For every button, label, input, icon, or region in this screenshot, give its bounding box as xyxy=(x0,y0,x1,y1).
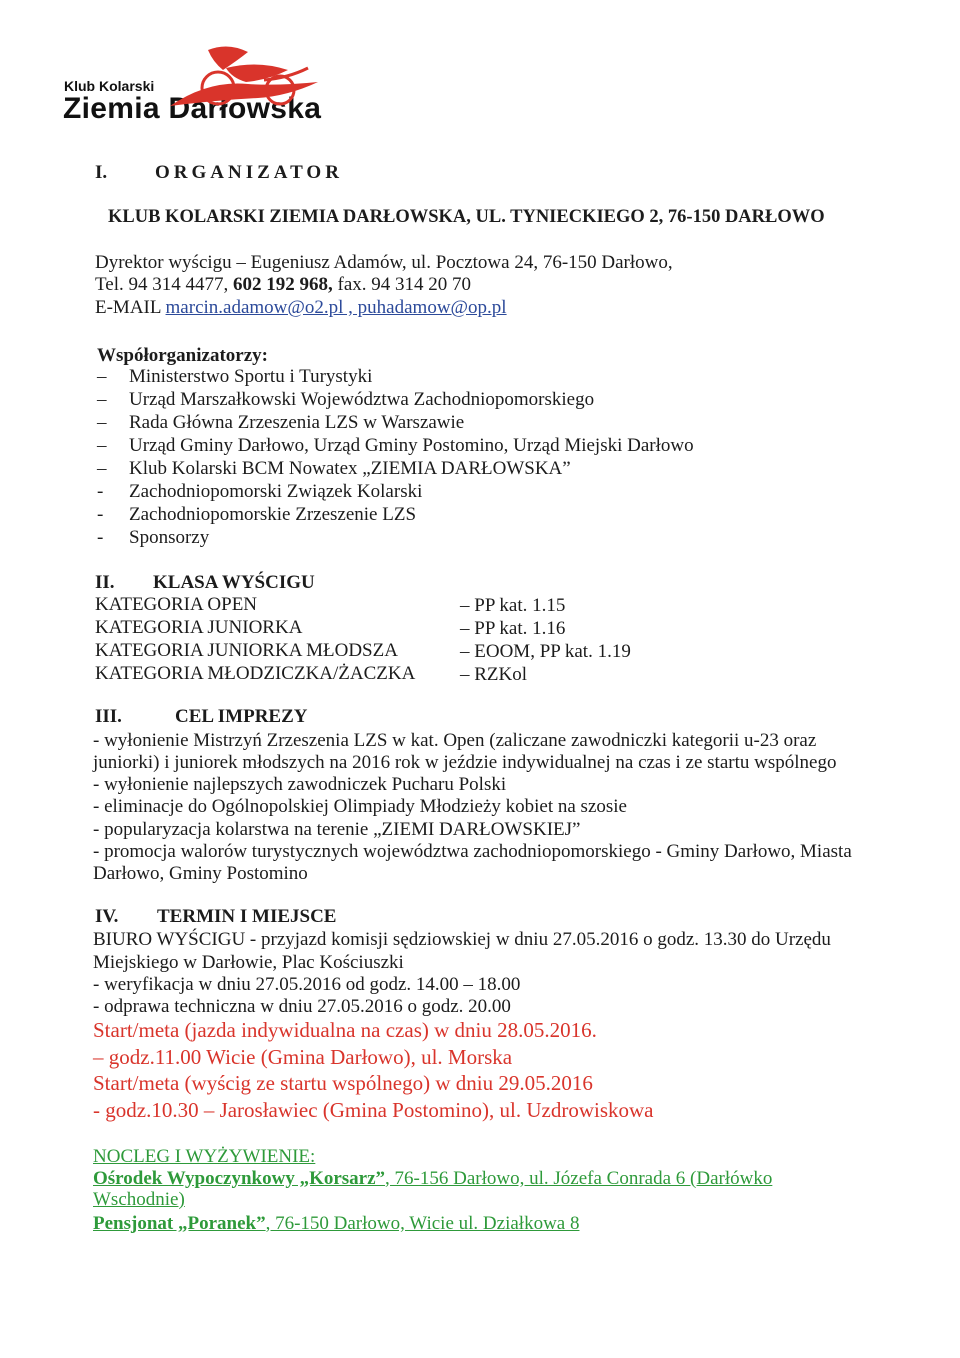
email-line xyxy=(95,297,507,319)
race-schedule-line: Start/meta (wyścig ze startu wspólnego) w dniu 29.05.2016 xyxy=(93,1071,593,1095)
lodging-place-1-cont[interactable]: Wschodnie) xyxy=(93,1189,185,1210)
category-class: – PP kat. 1.15 xyxy=(460,595,566,616)
lodging-place-1[interactable]: Ośrodek Wypoczynkowy „Korsarz”, 76-156 Darłowo, ul. Józefa Conrada 6 (Darłówko xyxy=(93,1168,773,1189)
goal-line: - wyłonienie najlepszych zawodniczek Pucharu Polski xyxy=(93,774,507,795)
race-schedule-line: - godz.10.30 – Jarosławiec (Gmina Postomino), ul. Uzdrowiskowa xyxy=(93,1098,654,1122)
coorg-item: – Urząd Marszałkowski Województwa Zachodniopomorskiego xyxy=(97,389,595,410)
coorg-item: – Rada Główna Zrzeszenia LZS w Warszawie xyxy=(97,412,465,433)
section-2-title: KLASA WYŚCIGU xyxy=(153,572,315,593)
section-2-number: II. xyxy=(95,572,115,593)
schedule-line: BIURO WYŚCIGU - przyjazd komisji sędziowskiej w dniu 27.05.2016 o godz. 13.30 do Urzędu xyxy=(93,929,831,950)
lodging-place-2[interactable]: Pensjonat „Poranek”, 76-150 Darłowo, Wicie ul. Działkowa 8 xyxy=(93,1213,580,1234)
lodging-heading[interactable]: NOCLEG I WYŻYWIENIE: xyxy=(93,1146,316,1167)
race-schedule-line: – godz.11.00 Wicie (Gmina Darłowo), ul. Morska xyxy=(93,1045,513,1069)
email-label: E-MAIL xyxy=(95,297,166,318)
fax-text: fax. 94 314 20 70 xyxy=(332,274,472,295)
schedule-line: - odprawa techniczna w dniu 27.05.2016 o godz. 20.00 xyxy=(93,996,511,1017)
email-links[interactable]: marcin.adamow@o2.pl , puhadamow@op.pl xyxy=(165,297,507,318)
logo-small-text: Klub Kolarski xyxy=(64,78,155,94)
section-1-number: I. xyxy=(95,162,108,183)
logo-title: Ziemia Darłowska xyxy=(63,92,322,125)
category-name: KATEGORIA OPEN xyxy=(95,594,258,615)
category-class: – EOOM, PP kat. 1.19 xyxy=(460,641,631,662)
contact-line xyxy=(95,274,471,296)
coorg-item: – Urząd Gminy Darłowo, Urząd Gminy Postomino, Urząd Miejski Darłowo xyxy=(97,435,694,456)
category-name: KATEGORIA JUNIORKA MŁODSZA xyxy=(95,640,398,661)
coorganizers-heading: Współorganizatorzy: xyxy=(97,345,268,366)
section-1-title: ORGANIZATOR xyxy=(155,162,343,183)
race-schedule-line: Start/meta (jazda indywidualna na czas) w dniu 28.05.2016. xyxy=(93,1018,597,1042)
category-name: KATEGORIA MŁODZICZKA/ŻACZKA xyxy=(95,663,416,684)
organizer-name: KLUB KOLARSKI ZIEMIA DARŁOWSKA, UL. TYNIECKIEGO 2, 76-150 DARŁOWO xyxy=(108,207,825,227)
tel-bold: 602 192 968, xyxy=(233,274,333,295)
goal-line: - wyłonienie Mistrzyń Zrzeszenia LZS w kat. Open (zaliczane zawodniczki kategorii u-23 oraz xyxy=(93,730,817,751)
coorg-item: - Zachodniopomorski Związek Kolarski xyxy=(97,481,423,502)
goal-line: - popularyzacja kolarstwa na terenie „ZIEMI DARŁOWSKIEJ” xyxy=(93,819,581,840)
goal-line: - eliminacje do Ogólnopolskiej Olimpiady Młodzieży kobiet na szosie xyxy=(93,796,627,817)
director-line: Dyrektor wyścigu – Eugeniusz Adamów, ul. Pocztowa 24, 76-150 Darłowo, xyxy=(95,252,673,273)
coorg-item: - Sponsorzy xyxy=(97,527,210,548)
section-3-title: CEL IMPREZY xyxy=(175,706,308,727)
goal-line: Darłowo, Gminy Postomino xyxy=(93,863,308,884)
schedule-line: Miejskiego w Darłowie, Plac Kościuszki xyxy=(93,952,404,973)
coorg-item: – Ministerstwo Sportu i Turystyki xyxy=(97,366,373,387)
cyclist-logo-icon xyxy=(168,40,328,110)
tel-prefix: Tel. 94 314 4477, xyxy=(95,274,233,295)
category-class: – RZKol xyxy=(460,664,528,685)
section-3-number: III. xyxy=(95,706,122,727)
schedule-line: - weryfikacja w dniu 27.05.2016 od godz. 14.00 – 18.00 xyxy=(93,974,521,995)
goal-line: - promocja walorów turystycznych województwa zachodniopomorskiego - Gminy Darłowo, Miasta xyxy=(93,841,852,862)
category-class: – PP kat. 1.16 xyxy=(460,618,566,639)
goal-line: juniorki) i juniorek młodszych na 2016 rok w jeździe indywidualnej na czas i ze startu wspólnego xyxy=(93,752,837,773)
section-4-title: TERMIN I MIEJSCE xyxy=(157,906,337,927)
coorg-item: - Zachodniopomorskie Zrzeszenie LZS xyxy=(97,504,417,525)
coorg-item: – Klub Kolarski BCM Nowatex „ZIEMIA DARŁOWSKA” xyxy=(97,458,571,479)
section-4-number: IV. xyxy=(95,906,119,927)
category-name: KATEGORIA JUNIORKA xyxy=(95,617,303,638)
